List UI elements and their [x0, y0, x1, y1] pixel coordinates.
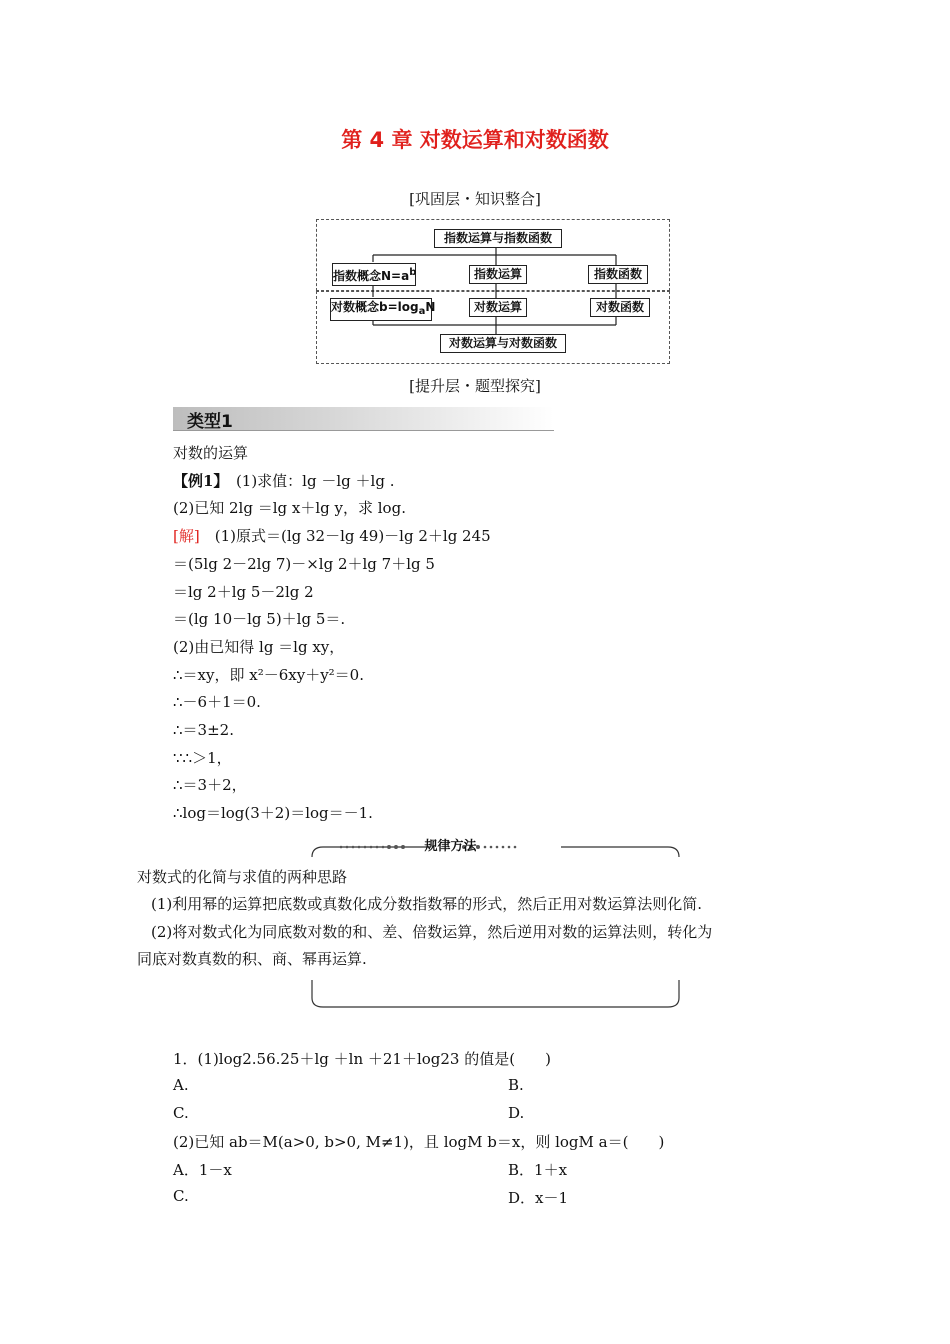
method-label: 规律方法 — [424, 839, 477, 854]
node-log-bottom: 对数运算与对数函数 — [440, 334, 566, 353]
exercise-q2-option-d: D．x－1 — [508, 1189, 569, 1207]
node-exp-top: 指数运算与指数函数 — [434, 229, 562, 248]
type-banner-label: 类型1 — [187, 412, 233, 432]
node-log-concept — [330, 298, 436, 321]
node-exp-concept — [332, 263, 416, 286]
solution-line-1-text: (1)原式＝(lg 32－lg 49)－lg 2＋lg 245 — [199, 527, 491, 545]
node-exp-concept-text: 指数概念N=a — [333, 269, 410, 283]
solution-line-9: ∵∴＞1， — [173, 749, 232, 767]
exercise-q1-option-b: B. — [508, 1076, 524, 1094]
solution-line-5: (2)由已知得 lg ＝lg xy， — [173, 638, 345, 656]
node-log-op: 对数运算 — [469, 298, 527, 317]
solution-line-3: ＝lg 2＋lg 5－2lg 2 — [173, 583, 314, 601]
node-log-concept-post: N — [425, 300, 436, 314]
node-log-concept-sub: a — [418, 306, 426, 317]
type-banner — [173, 407, 554, 432]
solution-line-1 — [173, 525, 491, 546]
example-label: 【例1】 — [173, 472, 221, 490]
example-q1-text: (1)求值：lg －lg ＋lg . — [220, 472, 395, 490]
exercise-q2: (2)已知 ab＝M(a>0, b>0, M≠1)，且 logM b＝x，则 logM a＝( ) — [173, 1133, 665, 1151]
node-exp-concept-sup: b — [409, 267, 417, 278]
method-point-1: (1)利用幂的运算把底数或真数化成分数指数幂的形式，然后正用对数运算法则化简. — [151, 895, 703, 913]
exercise-q2-option-a: A．1－x — [173, 1161, 232, 1179]
solution-line-11: ∴log＝log(3＋2)＝log＝－1. — [173, 804, 373, 822]
solution-line-6: ∴＝xy，即 x²－6xy＋y²＝0. — [173, 666, 364, 684]
node-exp-func: 指数函数 — [588, 265, 648, 284]
example-question-1 — [173, 470, 394, 491]
node-log-func: 对数函数 — [590, 298, 650, 317]
method-point-2a: (2)将对数式化为同底数对数的和、差、倍数运算，然后逆用对数的运算法则，转化为 — [151, 923, 713, 941]
solution-line-7: ∴－6＋1＝0. — [173, 693, 261, 711]
exercise-q1: 1．(1)log2.56.25＋lg ＋ln ＋21＋log23 的值是( ) — [173, 1050, 551, 1068]
exercise-q2-option-b: B．1＋x — [508, 1161, 568, 1179]
solution-line-2: ＝(5lg 2－2lg 7)－×lg 2＋lg 7＋lg 5 — [173, 555, 435, 573]
method-point-2b: 同底对数真数的积、商、幂再运算. — [137, 950, 367, 968]
node-log-concept-text: 对数概念b=log — [331, 300, 419, 314]
section-label-consolidation: [巩固层・知识整合] — [409, 190, 541, 208]
exercise-q2-option-c: C. — [173, 1187, 189, 1205]
node-exp-op: 指数运算 — [469, 265, 527, 284]
method-heading: 对数式的化简与求值的两种思路 — [137, 868, 348, 886]
example-question-2: (2)已知 2lg ＝lg x＋lg y，求 log. — [173, 499, 406, 517]
solution-line-8: ∴＝3±2. — [173, 721, 234, 739]
page-title: 第 4 章 对数运算和对数函数 — [341, 128, 609, 152]
knowledge-diagram — [316, 219, 670, 363]
solution-label: [解] — [173, 527, 200, 545]
exercise-q1-option-d: D. — [508, 1104, 525, 1122]
solution-line-4: ＝(lg 10－lg 5)＋lg 5＝. — [173, 610, 346, 628]
topic-heading: 对数的运算 — [173, 444, 249, 462]
solution-line-10: ∴＝3＋2， — [173, 776, 247, 794]
exercise-q1-option-a: A. — [173, 1076, 189, 1094]
exercise-q1-option-c: C. — [173, 1104, 189, 1122]
section-label-advancement: [提升层・题型探究] — [409, 377, 541, 395]
